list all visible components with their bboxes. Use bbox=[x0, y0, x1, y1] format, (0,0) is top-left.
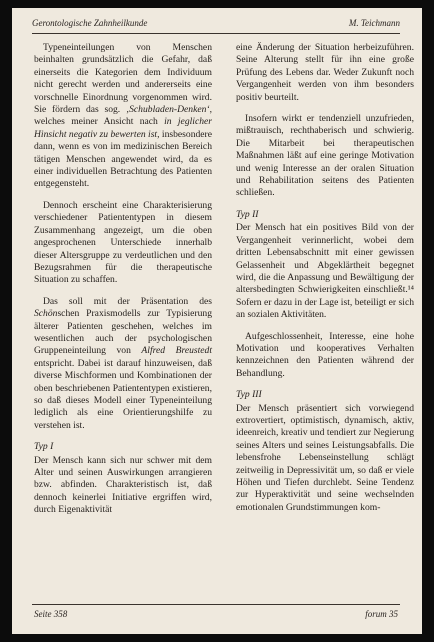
text-run: Das soll mit der Präsentation des bbox=[43, 295, 212, 307]
text-run: entspricht. Dabei ist darauf hinzuweisen, daß diverse Mischformen und Kombinationen der oben beschriebenen Patiententypen existieren, so daß dieses Modell einer Typeneinteilung lediglich als eine Orientierungshilfe zu verstehen ist. bbox=[34, 357, 212, 431]
paragraph: Der Mensch hat ein positives Bild von der Vergangenheit verinnerlicht, wobei dem dritten Lebensabschnitt mit einer gewissen Gelassenheit und Abgeklärtheit begegnet wird, die die Anpassung und Bewältigung der altersbedingten Schwierigkeiten einschließt.¹⁴ Sofern er dazu in der Lage ist, beteiligt er sich an sozialen Aktivitäten. bbox=[236, 222, 414, 321]
paragraph: Aufgeschlossenheit, Interesse, eine hohe Motivation und kooperatives Verhalten kennzeichnen den Patienten während der Behandlung. bbox=[236, 330, 414, 379]
subheading-typ-3: Typ III bbox=[236, 389, 262, 401]
italic-run: in jeglicher Hinsicht negativ zu bewerten ist bbox=[34, 116, 212, 140]
subheading-typ-1: Typ I bbox=[34, 441, 54, 453]
journal-issue: forum 35 bbox=[365, 609, 398, 619]
header-author: M. Teichmann bbox=[348, 18, 400, 28]
running-header bbox=[32, 18, 400, 28]
page-number: Seite 358 bbox=[34, 609, 68, 619]
paragraph bbox=[34, 296, 212, 432]
paragraph: Dennoch erscheint eine Charakterisierung verschiedener Patiententypen in diesem Zusammenhang angezeigt, um die oben angesprochenen Unterschiede innerhalb dieser Altersgruppe zu verdeutlichen und den Bezugsrahmen für die therapeutische Situation zu schaffen. bbox=[34, 199, 212, 286]
paragraph: Insofern wirkt er tendenziell unzufrieden, mißtrauisch, rechthaberisch und schwierig. Die Mitarbeit bei therapeutischen Maßnahmen läßt auf eine geringe Motivation und wenig Interesse an der oralen Situation und Rehabilitation seitens des Patienten schließen. bbox=[236, 113, 414, 199]
text-run: schen Praxismodells zur Typisierung älterer Patienten geschehen, welches im wesentlichen auch der psychologischen Gruppeneinteilung von bbox=[34, 308, 212, 357]
text-run: , welches meiner Ansicht nach bbox=[34, 104, 212, 128]
right-column bbox=[236, 42, 414, 523]
footer-rule bbox=[32, 604, 400, 605]
paragraph: Der Mensch präsentiert sich vorwiegend extrovertiert, optimistisch, dynamisch, aktiv, ideenreich, kreativ und tendiert zur Negierung seines Alters und seines Leistungsabfalls. Die lebensfrohe Lebenseinstellung schlägt zeitweilig in Depressivität um, so daß er viele Höhen und Tiefen durchlebt. Seine Tendenz zur Hyperaktivität und seine wechselnden emotionalen Grundstimmungen kom- bbox=[236, 402, 414, 513]
text-run: , insbesondere dann, wenn es von im medizinischen Bereich tätigen Menschen angewendet wird, da es einer individuellen Betrachtung des Patienten entgegensteht. bbox=[34, 128, 212, 190]
header-journal-title: Gerontologische Zahnheilkunde bbox=[32, 18, 148, 28]
left-column bbox=[34, 42, 212, 526]
paragraph bbox=[34, 42, 212, 191]
italic-run: Schön bbox=[34, 308, 58, 320]
header-rule bbox=[32, 33, 400, 34]
paragraph: Der Mensch kann sich nur schwer mit dem Alter und seinen Auswirkungen arrangieren bzw. abfinden. Charakteristisch ist, daß dennoch keinerlei Initiative ergriffen wird, durch Eigenaktivität bbox=[34, 454, 212, 516]
document-page bbox=[12, 8, 422, 634]
italic-run: ‚Schubladen-Denken‘ bbox=[125, 104, 210, 116]
italic-run: Alfred Breustedt bbox=[141, 345, 213, 357]
subheading-typ-2: Typ II bbox=[236, 208, 259, 220]
running-footer bbox=[34, 609, 398, 619]
paragraph: eine Änderung der Situation herbeizuführen. Seine Alterung stellt für ihn eine große Prüfung des Lebens dar. Weder Zukunft noch Vergangenheit werden von ihm besonders positiv beurteilt. bbox=[236, 42, 414, 103]
text-run: Typeneinteilungen von Menschen beinhalten grundsätzlich die Gefahr, daß einerseits die Kategorien dem Individuum nicht gerecht werden und andererseits eine vorschnelle Einordnung vorgenommen wird. Sie fördern das sog. bbox=[34, 42, 212, 116]
